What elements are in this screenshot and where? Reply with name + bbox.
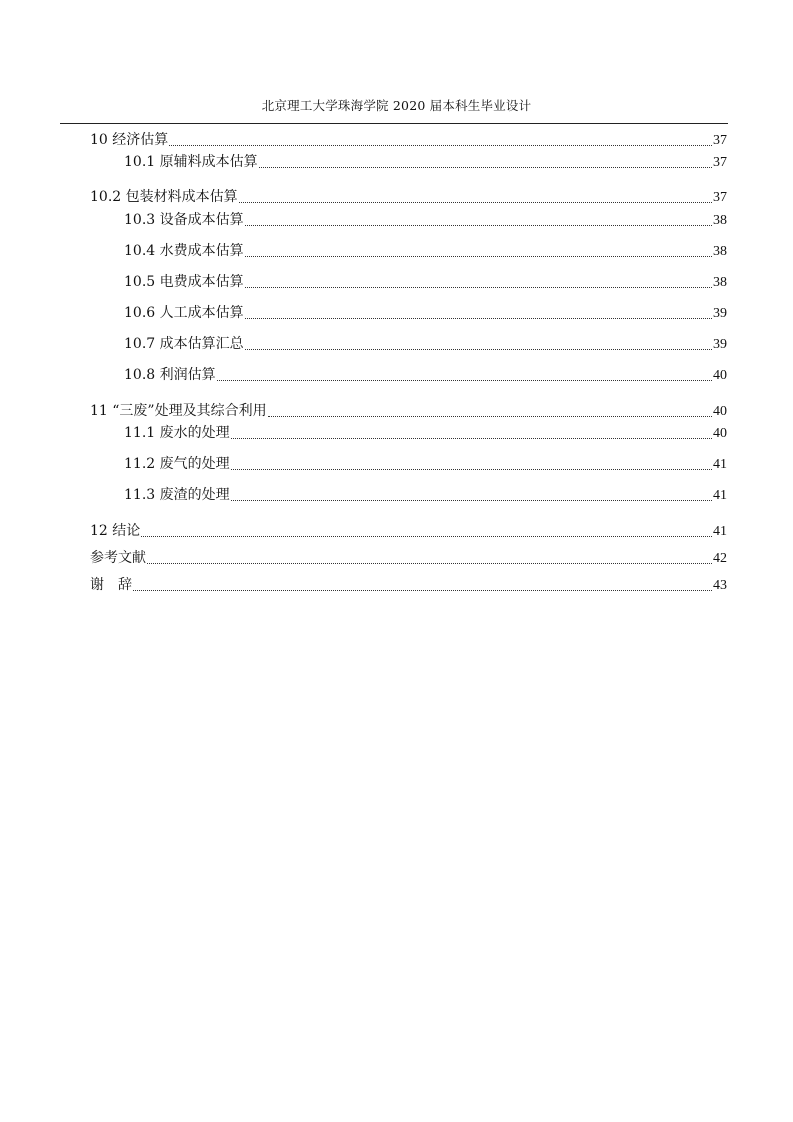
toc-entry-title: 10.3 设备成本估算 — [124, 212, 244, 228]
toc-dot-leader — [231, 500, 712, 501]
toc-entry-title: 10.5 电费成本估算 — [124, 274, 244, 290]
toc-dot-leader — [268, 416, 712, 417]
toc-dot-leader — [245, 287, 712, 288]
toc-entry-page: 42 — [713, 551, 727, 566]
toc-entry[interactable] — [90, 188, 727, 207]
toc-entry[interactable] — [90, 522, 727, 541]
toc-dot-leader — [245, 318, 712, 319]
toc-entry[interactable] — [124, 424, 727, 443]
toc-entry-page: 38 — [713, 244, 727, 259]
header-divider — [60, 123, 728, 124]
toc-entry[interactable] — [124, 455, 727, 474]
toc-entry-page: 41 — [713, 457, 727, 472]
toc-entry[interactable] — [90, 131, 727, 150]
toc-dot-leader — [231, 469, 712, 470]
toc-entry[interactable] — [124, 211, 727, 230]
toc-dot-leader — [245, 349, 712, 350]
toc-entry-title: 11.2 废气的处理 — [124, 456, 230, 472]
toc-entry[interactable] — [90, 402, 727, 421]
toc-entry-page: 39 — [713, 337, 727, 352]
toc-dot-leader — [239, 202, 712, 203]
toc-entry-title: 参考文献 — [90, 550, 146, 566]
toc-entry[interactable] — [124, 242, 727, 261]
toc-entry-title: 谢 辞 — [90, 577, 132, 593]
toc-entry[interactable] — [124, 335, 727, 354]
toc-entry-page: 41 — [713, 524, 727, 539]
toc-dot-leader — [217, 380, 712, 381]
toc-entry-page: 40 — [713, 426, 727, 441]
page-header: 北京理工大学珠海学院 2020 届本科生毕业设计 — [261, 98, 532, 113]
toc-entry-page: 40 — [713, 404, 727, 419]
toc-entry[interactable] — [124, 486, 727, 505]
toc-entry[interactable] — [124, 304, 727, 323]
toc-entry-title: 10.2 包装材料成本估算 — [90, 189, 238, 205]
toc-entry-title: 10.8 利润估算 — [124, 367, 216, 383]
toc-dot-leader — [133, 590, 712, 591]
toc-entry[interactable] — [90, 549, 727, 568]
toc-entry-page: 43 — [713, 578, 727, 593]
toc-entry-title: 10.4 水费成本估算 — [124, 243, 244, 259]
toc-entry-title: 11.3 废渣的处理 — [124, 487, 230, 503]
toc-entry-page: 37 — [713, 190, 727, 205]
toc-dot-leader — [231, 438, 712, 439]
toc-entry-page: 38 — [713, 275, 727, 290]
toc-entry-page: 38 — [713, 213, 727, 228]
toc-entry-title: 12 结论 — [90, 523, 141, 539]
toc-dot-leader — [245, 225, 712, 226]
toc-dot-leader — [259, 167, 712, 168]
toc-entry[interactable] — [90, 576, 727, 595]
toc-entry-title: 10.1 原辅料成本估算 — [124, 154, 258, 170]
toc-entry-page: 37 — [713, 155, 727, 170]
toc-dot-leader — [169, 145, 712, 146]
toc-entry[interactable] — [124, 273, 727, 292]
toc-dot-leader — [245, 256, 712, 257]
toc-entry-title: 10 经济估算 — [90, 132, 169, 148]
toc-dot-leader — [141, 536, 712, 537]
toc-entry-title: 11 “三废”处理及其综合利用 — [90, 403, 267, 419]
toc-entry-page: 40 — [713, 368, 727, 383]
toc-entry[interactable] — [124, 153, 727, 172]
toc-dot-leader — [147, 563, 712, 564]
toc-entry-title: 10.7 成本估算汇总 — [124, 336, 244, 352]
toc-entry-page: 41 — [713, 488, 727, 503]
toc-entry-page: 39 — [713, 306, 727, 321]
toc-entry-title: 10.6 人工成本估算 — [124, 305, 244, 321]
toc-entry-title: 11.1 废水的处理 — [124, 425, 230, 441]
toc-entry-page: 37 — [713, 133, 727, 148]
toc-entry[interactable] — [124, 366, 727, 385]
